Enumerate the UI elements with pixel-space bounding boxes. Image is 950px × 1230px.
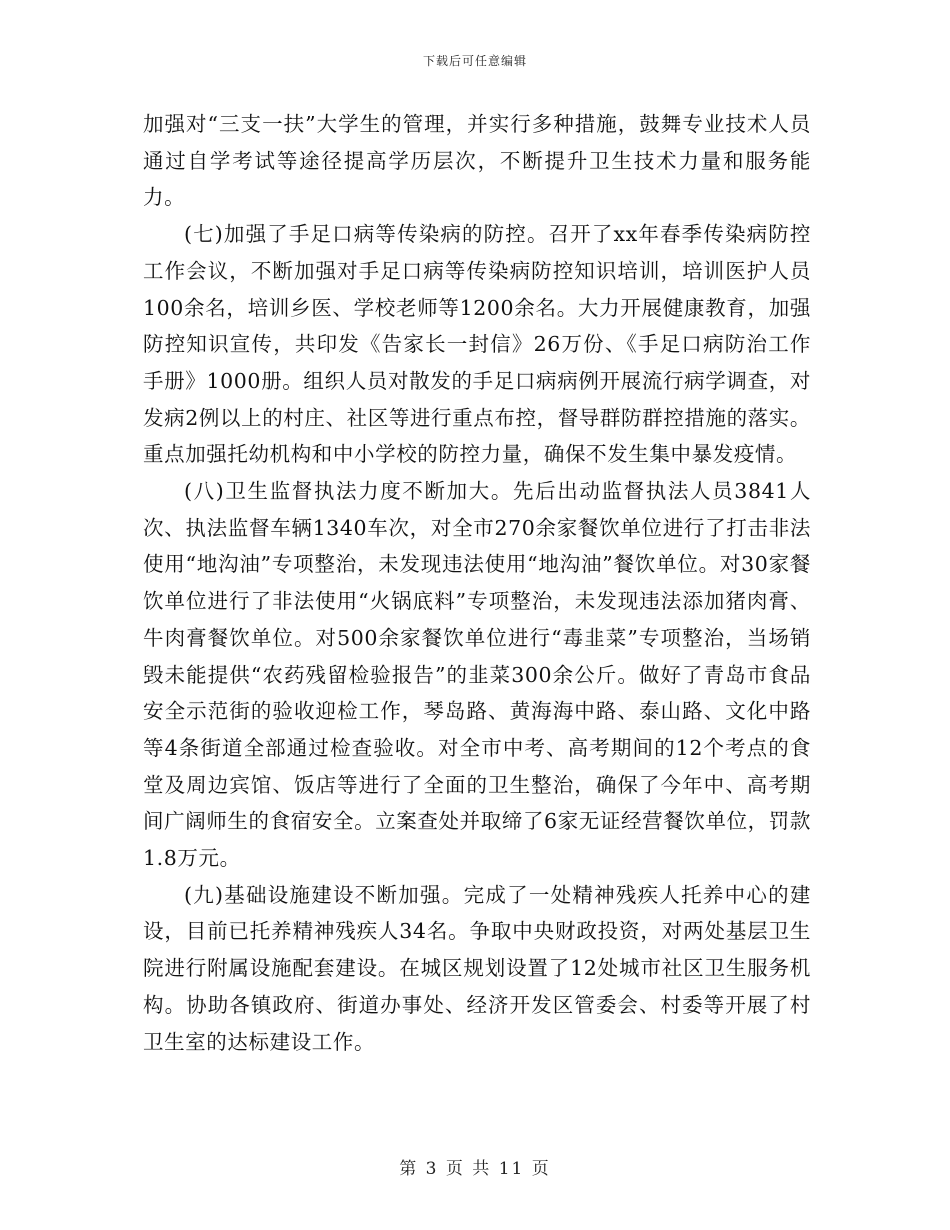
paragraph-section-8: (八)卫生监督执法力度不断加大。先后出动监督执法人员3841人次、执法监督车辆1340车次，对全市270余家餐饮单位进行了打击非法使用“地沟油”专项整治，未发现违法使用“地沟油”餐饮单位。对30家餐饮单位进行了非法使用“火锅底料”专项整治，未发现违法添加猪肉膏、牛肉膏餐饮单位。对500余家餐饮单位进行“毒韭菜”专项整治，当场销毁未能提供“农药残留检验报告”的韭菜300余公斤。做好了青岛市食品安全示范街的验收迎检工作，琴岛路、黄海海中路、泰山路、文化中路等4条街道全部通过检查验收。对全市中考、高考期间的12个考点的食堂及周边宾馆、饭店等进行了全面的卫生整治，确保了今年中、高考期间广阔师生的食宿安全。立案查处并取缔了6家无证经营餐饮单位，罚款1.8万元。 — [143, 479, 811, 871]
page-number-footer: 第 3 页 共 11 页 — [399, 1159, 551, 1179]
paragraph-section-7: (七)加强了手足口病等传染病的防控。召开了xx年春季传染病防控工作会议，不断加强对手足口病等传染病防控知识培训，培训医护人员100余名，培训乡医、学校老师等1200余名。大力开展健康教育，加强防控知识宣传，共印发《告家长一封信》26万份、《手足口病防治工作手册》1000册。组织人员对散发的手足口病病例开展流行病学调查，对发病2例以上的村庄、社区等进行重点布控，督导群防群控措施的落实。重点加强托幼机构和中小学校的防控力量，确保不发生集中暴发疫情。 — [143, 222, 811, 467]
document-body — [143, 106, 811, 1060]
page-header-note: 下载后可任意编辑 — [422, 54, 527, 68]
paragraph-section-9: (九)基础设施建设不断加强。完成了一处精神残疾人托养中心的建设，目前已托养精神残疾人34名。争取中央财政投资，对两处基层卫生院进行附属设施配套建设。在城区规划设置了12处城市社区卫生服务机构。协助各镇政府、街道办事处、经济开发区管委会、村委等开展了村卫生室的达标建设工作。 — [143, 882, 811, 1054]
paragraph-intro: 加强对“三支一扶”大学生的管理，并实行多种措施，鼓舞专业技术人员通过自学考试等途径提高学历层次，不断提升卫生技术力量和服务能力。 — [143, 112, 811, 210]
